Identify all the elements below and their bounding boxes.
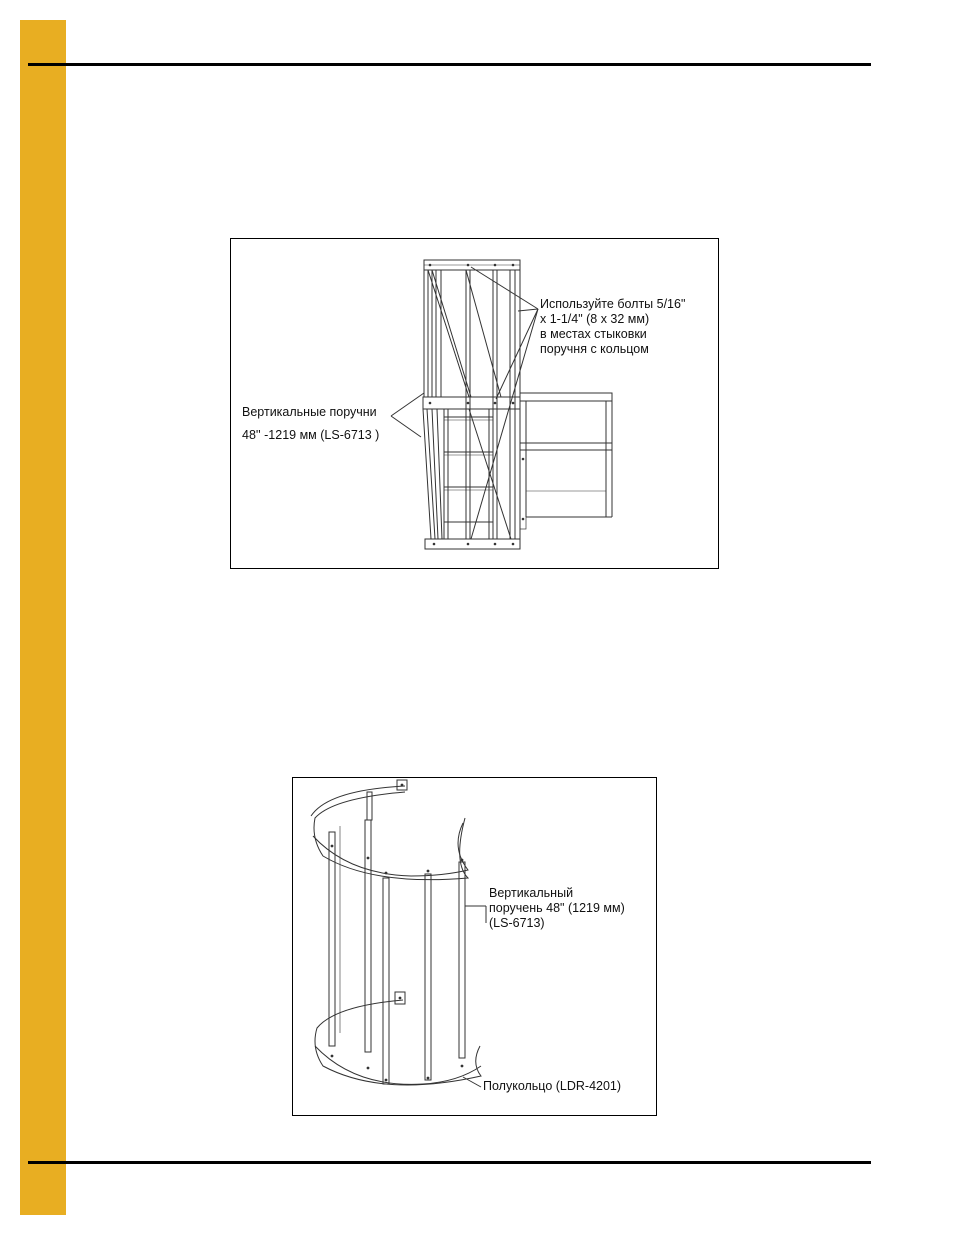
footer-rule	[28, 1161, 871, 1164]
figure-half-ring-cage	[292, 777, 657, 1116]
vertical-rail-callout-line-3: (LS-6713)	[489, 916, 545, 930]
vertical-rail-callout-line-2: поручень 48" (1219 мм)	[489, 901, 625, 915]
rails-callout-line-2: 48'' -1219 мм (LS-6713 )	[242, 428, 380, 442]
bolts-callout-line-3: в местах стыковки	[540, 327, 647, 341]
vertical-rail-callout	[489, 886, 625, 931]
rails-callout	[242, 401, 379, 447]
side-color-bar	[20, 20, 66, 1215]
bolts-callout-line-1: Используйте болты 5/16"	[540, 297, 686, 311]
bolts-callout	[540, 297, 685, 357]
half-ring-callout: Полукольцо (LDR-4201)	[483, 1079, 622, 1093]
half-ring-cage-drawing	[293, 778, 656, 1115]
figure-ladder-cage-front	[230, 238, 719, 569]
bolts-callout-line-4: поручня с кольцом	[540, 342, 649, 356]
bolts-callout-line-2: x 1-1/4" (8 x 32 мм)	[540, 312, 650, 326]
vertical-rail-callout-line-1: Вертикальный	[489, 886, 574, 900]
header-rule	[28, 63, 871, 66]
rails-callout-line-1: Вертикальные поручни	[242, 405, 377, 419]
